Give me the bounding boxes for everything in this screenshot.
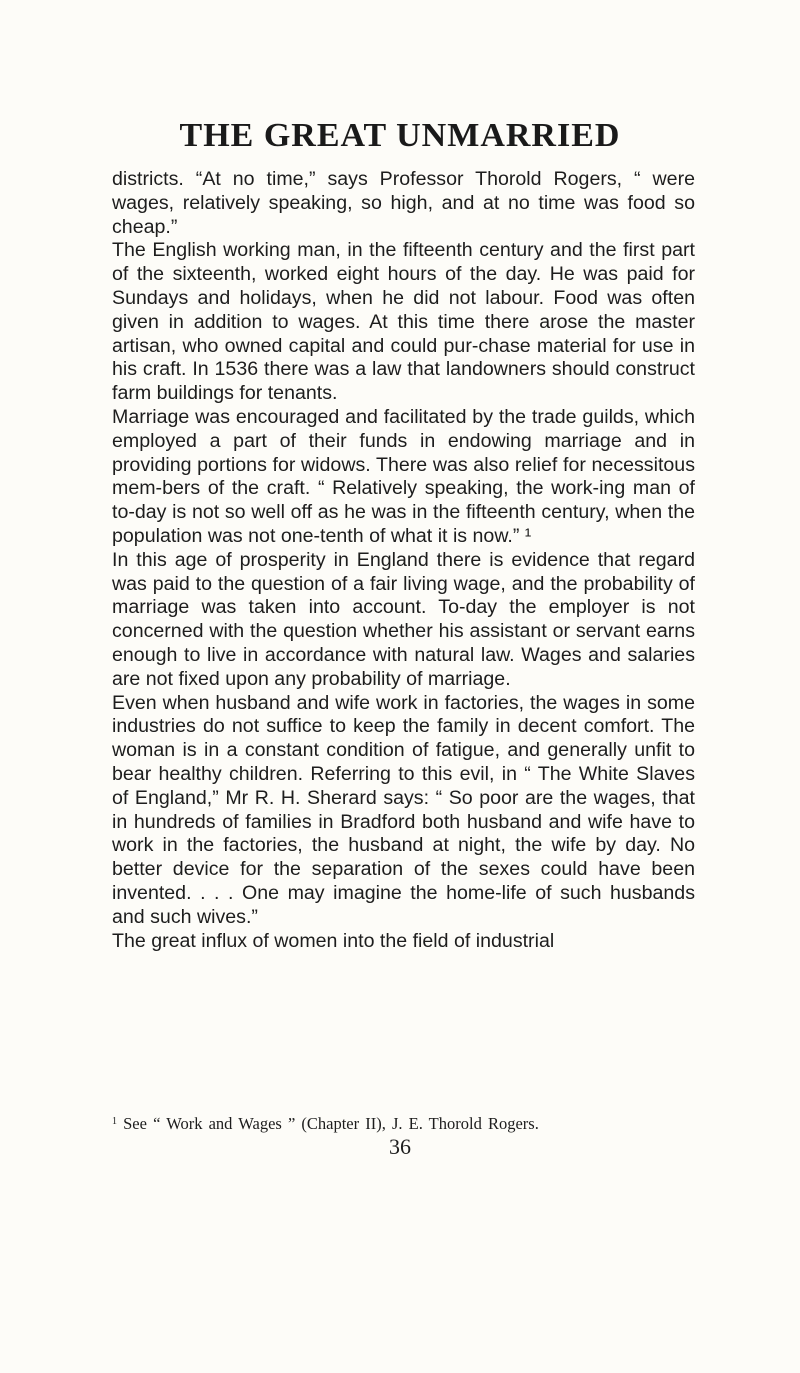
- running-head: THE GREAT UNMARRIED: [179, 117, 621, 154]
- body-text: [112, 168, 695, 953]
- paragraph-4: In this age of prosperity in England there is evidence that regard was paid to the question of a fair living wage, and the probability of marriage was taken into account. To-day the employer is not concerned with the question whether his assistant or servant earns enough to live in accordance with natural law. Wages and salaries are not fixed upon any probability of marriage.: [112, 548, 695, 690]
- footnote-text: See “ Work and Wages ” (Chapter II), J. E. Thorold Rogers.: [123, 1114, 539, 1133]
- paragraph-1: districts. “At no time,” says Professor Thorold Rogers, “ were wages, relatively speaking, so high, and at no time was food so cheap.”: [112, 168, 695, 238]
- paragraph-3: Marriage was encouraged and facilitated by the trade guilds, which employed a part of their funds in endowing marriage and in providing portions for widows. There was also relief for necessitous mem-bers of the craft. “ Relatively speaking, the work-ing man of to-day is not so well off as he was in the fifteenth century, when the population was not one-tenth of what it is now.” ¹: [112, 405, 695, 547]
- page-number: 36: [389, 1134, 411, 1159]
- paragraph-2: The English working man, in the fifteenth century and the first part of the sixteenth, worked eight hours of the day. He was paid for Sundays and holidays, when he did not labour. Food was often given in addition to wages. At this time there arose the master artisan, who owned capital and could pur-chase material for use in his craft. In 1536 there was a law that landowners should construct farm buildings for tenants.: [112, 239, 695, 405]
- footnote: [112, 1112, 695, 1134]
- paragraph-5: Even when husband and wife work in factories, the wages in some industries do not suffice to keep the family in decent comfort. The woman is in a constant condition of fatigue, and generally unfit to bear healthy children. Referring to this evil, in “ The White Slaves of England,” Mr R. H. Sherard says: “ So poor are the wages, that in hundreds of families in Bradford both husband and wife have to work in the factories, the husband at night, the wife by day. No better device for the separation of the sexes could have been invented. . . . One may imagine the home-life of such husbands and such wives.”: [112, 691, 695, 928]
- paragraph-6: The great influx of women into the field of industrial: [112, 929, 555, 952]
- footnote-marker: 1: [112, 1116, 117, 1127]
